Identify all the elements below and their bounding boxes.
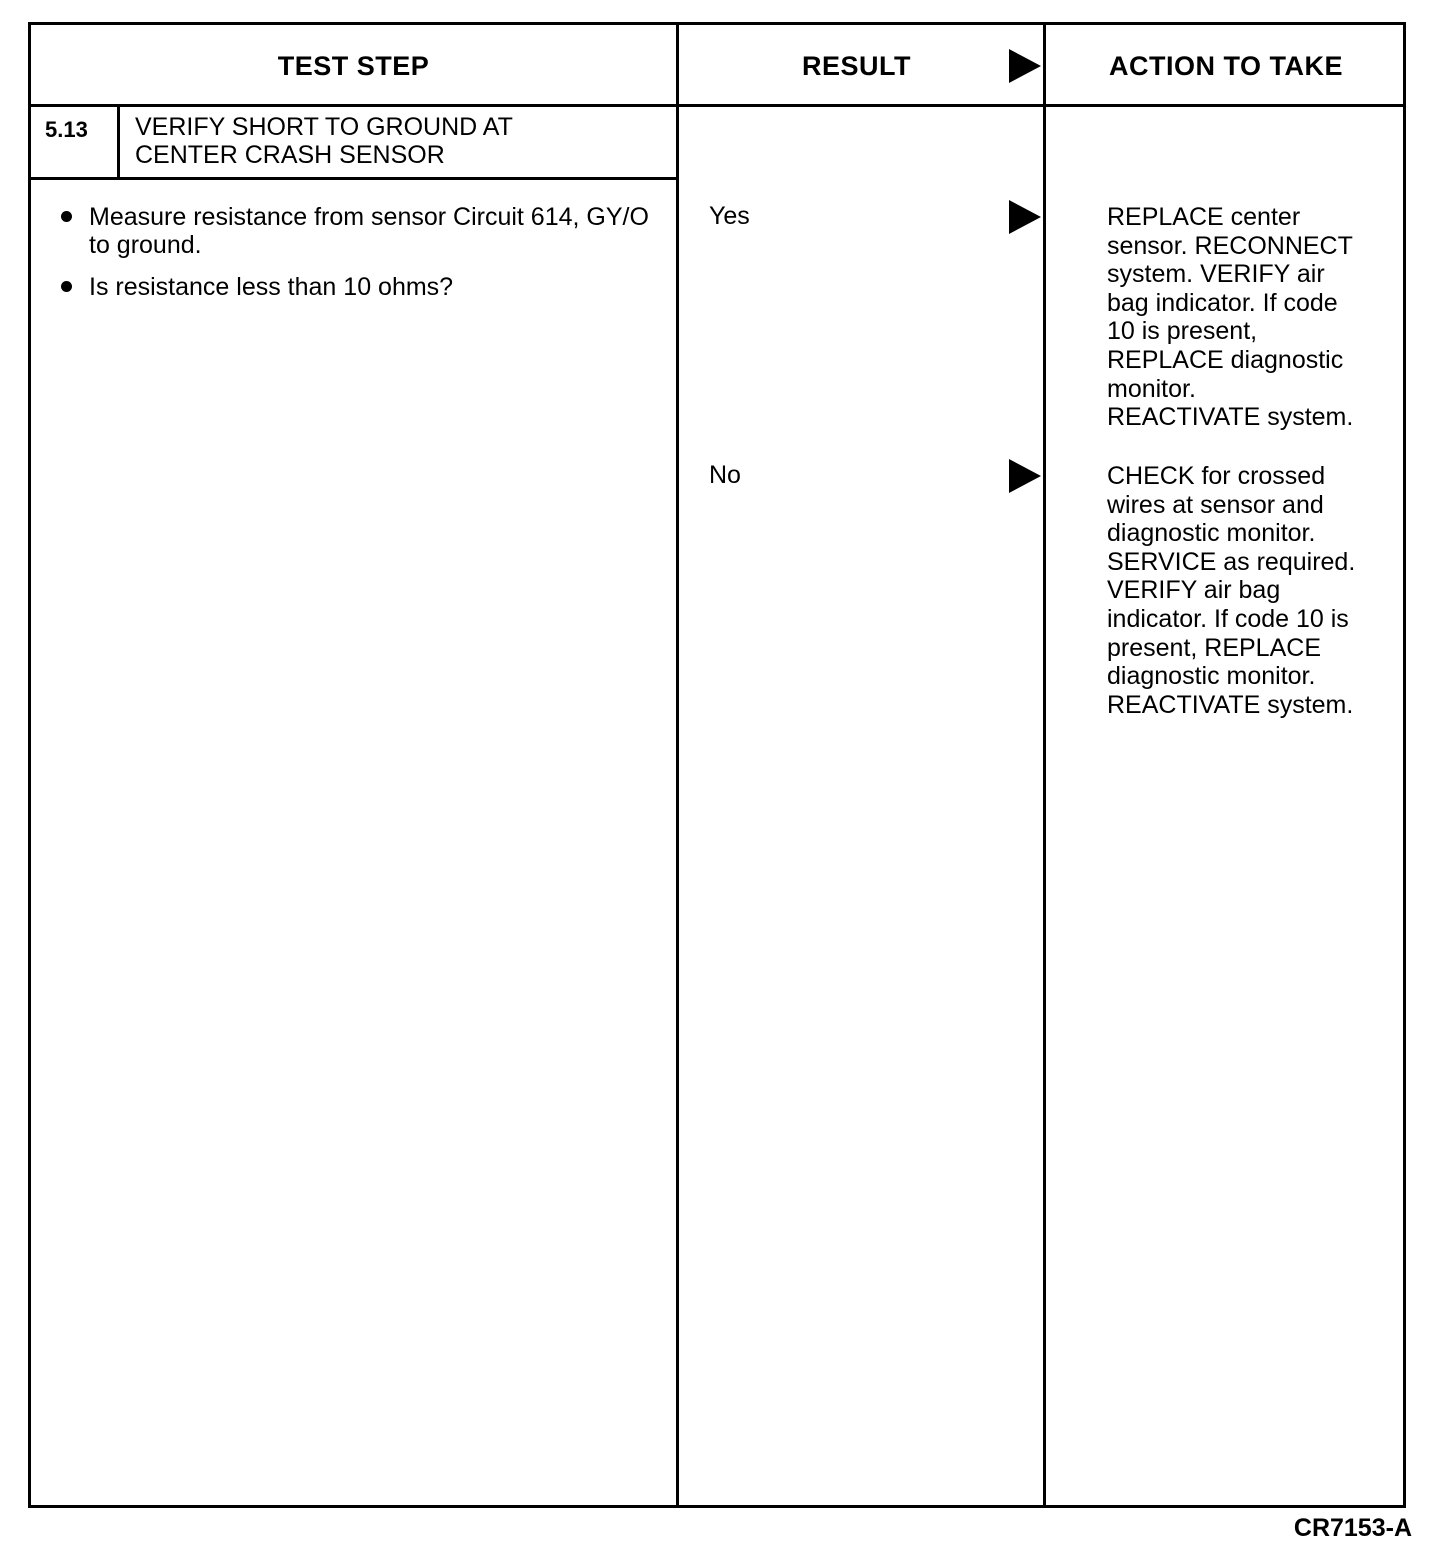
bullet-icon [61,281,72,292]
step-number: 5.13 [45,117,88,142]
bullet-text: Measure resistance from sensor Circuit 614, GY/O to ground. [89,203,649,259]
action-yes: REPLACE center sensor. RECONNECT system. VERIFY air bag indicator. If code 10 is present, REPLACE diagnostic monitor. REACTIVATE system. [1107,203,1354,432]
column-divider-result [676,25,679,1505]
result-no: No [709,461,741,489]
result-yes: Yes [709,202,750,230]
step-title-divider [31,177,676,180]
header-result: RESULT [802,50,911,81]
test-step-bullets [61,203,661,315]
step-title-line-2: CENTER CRASH SENSOR [135,141,445,169]
action-no: CHECK for crossed wires at sensor and diagnostic monitor. SERVICE as required. VERIFY air bag indicator. If code 10 is present, REPLACE diagnostic monitor. REACTIVATE system. [1107,462,1356,719]
bullet-item [61,273,661,301]
bullet-item [61,203,661,259]
diagnostic-table [28,22,1406,1508]
column-divider-action [1043,25,1046,1505]
bullet-icon [61,211,72,222]
figure-id: CR7153-A [1293,1514,1412,1542]
step-title [135,113,655,169]
result-no-arrow-icon [1009,459,1041,493]
bullet-text: Is resistance less than 10 ohms? [89,273,454,301]
step-title-line-1: VERIFY SHORT TO GROUND AT [135,113,513,141]
result-yes-arrow-icon [1009,200,1041,234]
header-test-step: TEST STEP [277,50,430,81]
header-action-to-take: ACTION TO TAKE [1109,50,1343,81]
step-number-divider [117,107,120,179]
header-arrow-icon [1009,49,1041,83]
